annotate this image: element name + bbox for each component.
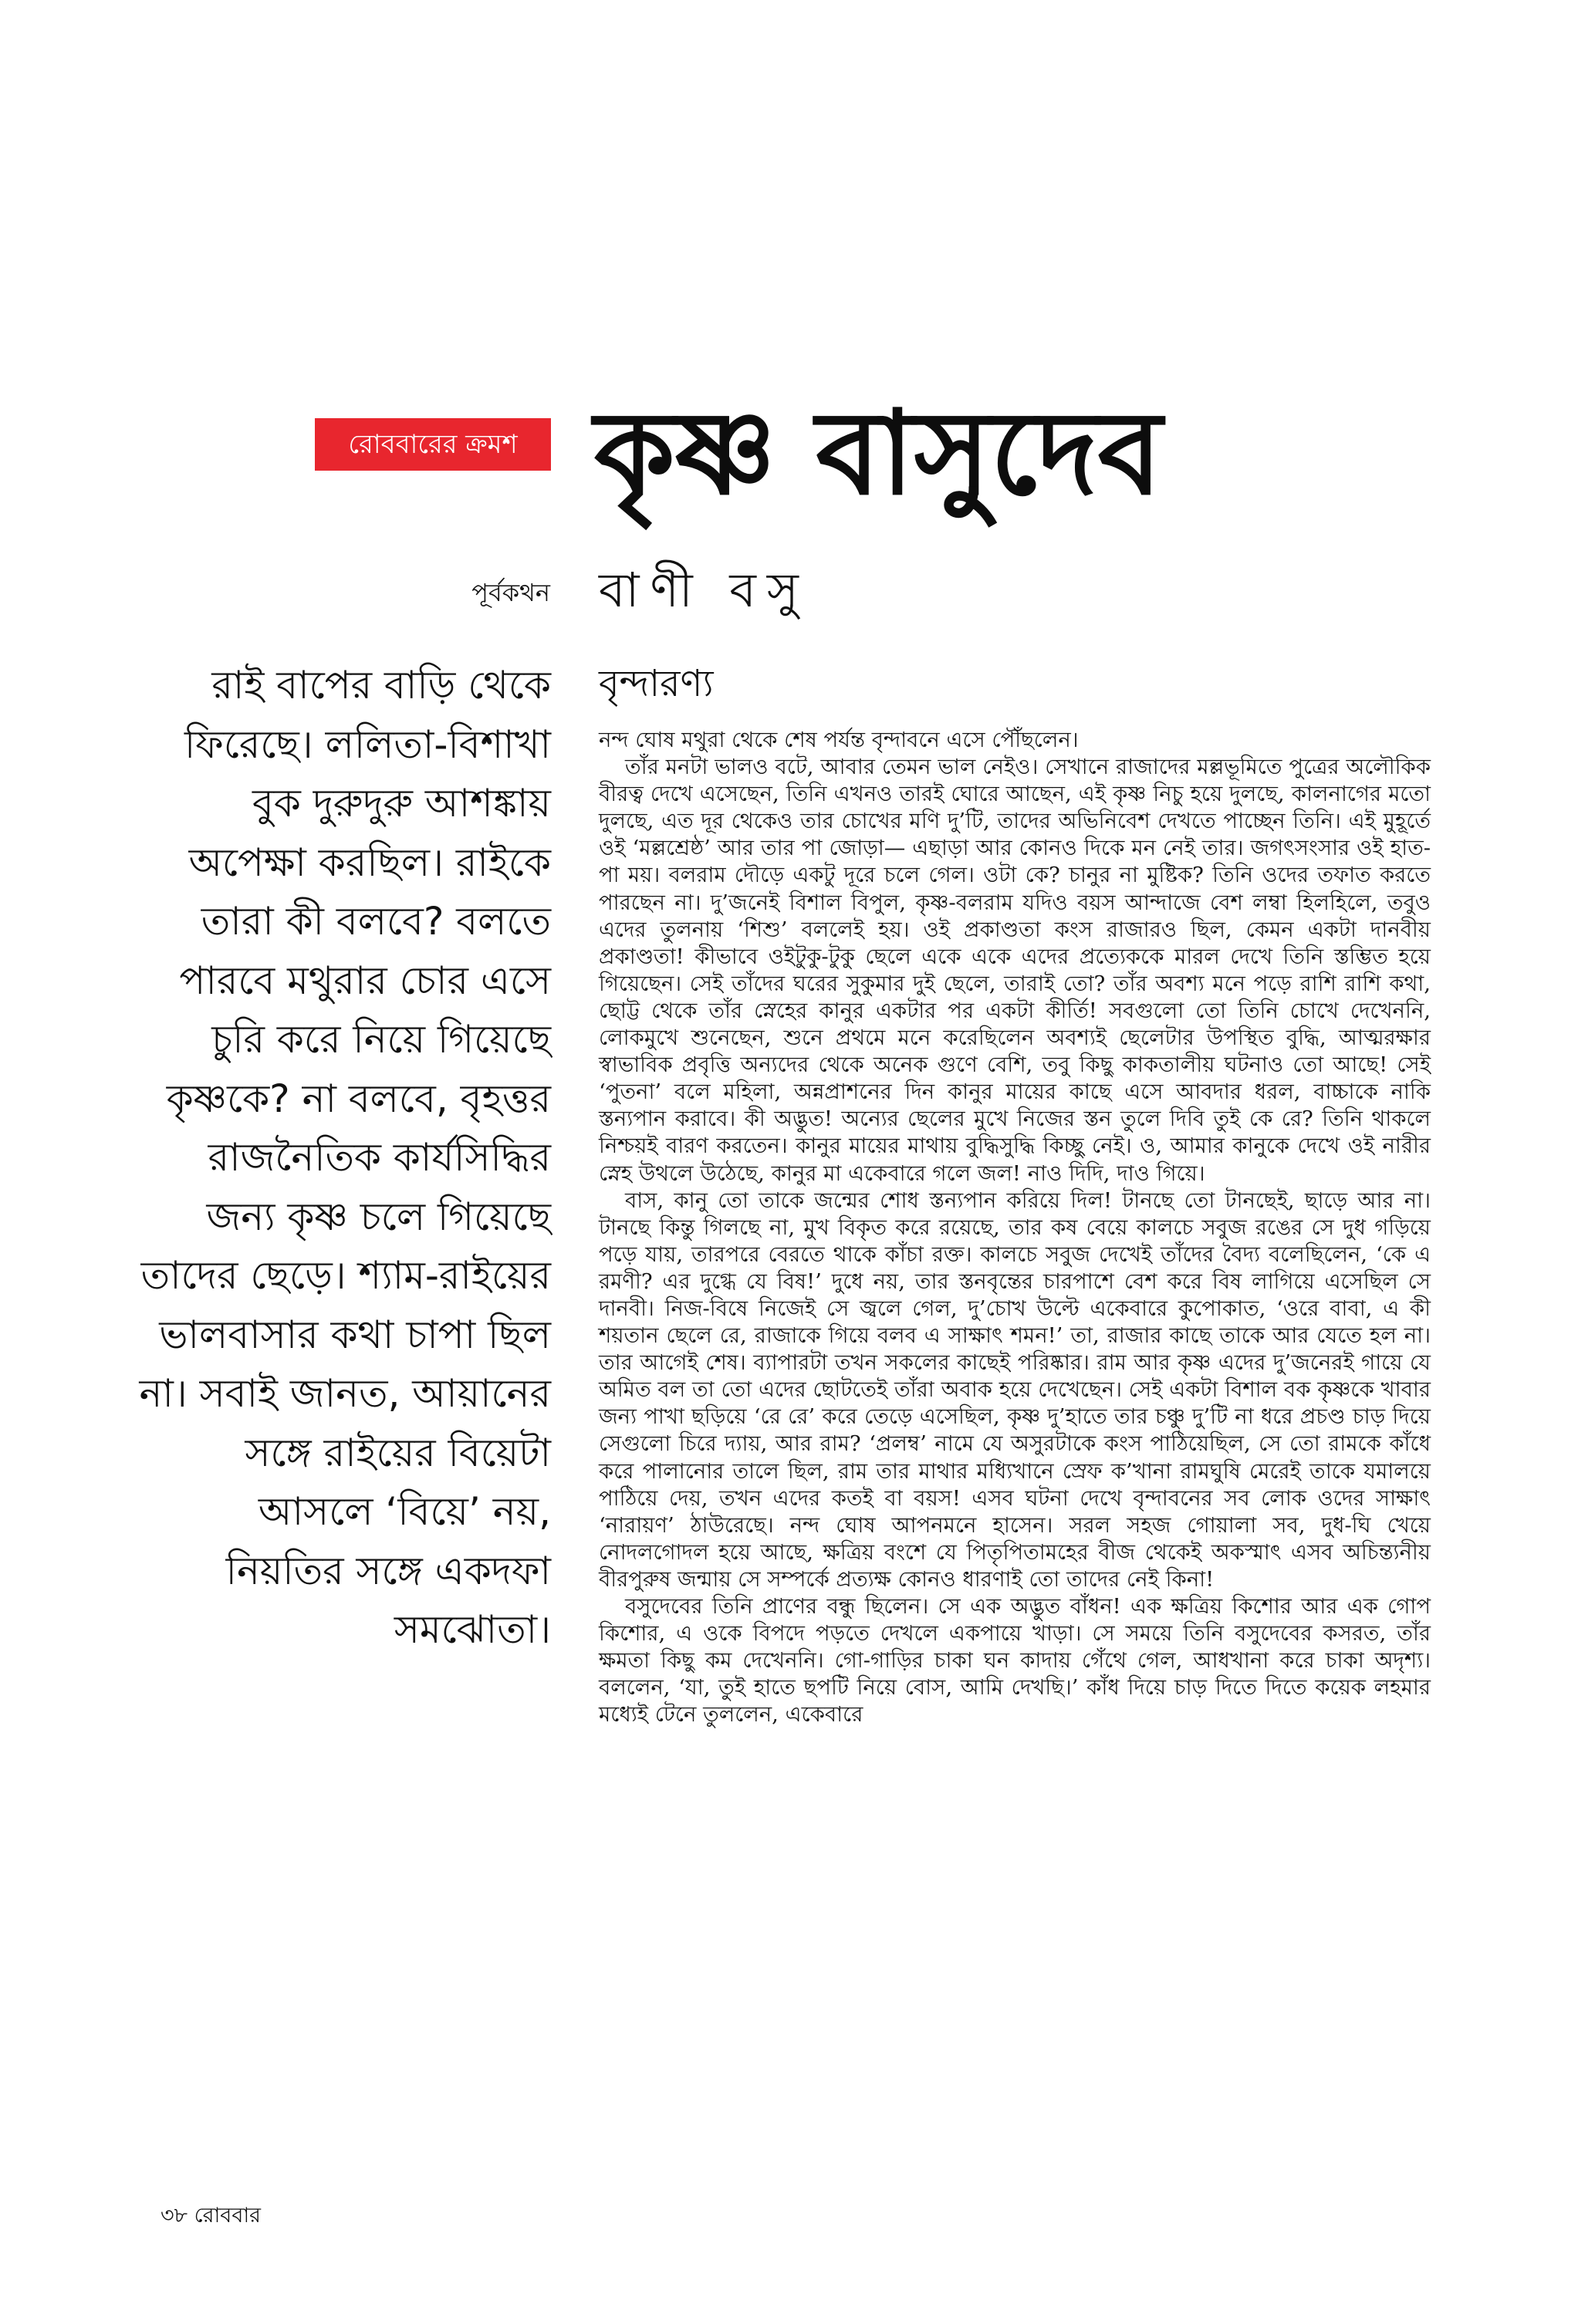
page-folio: ৩৮ রোববার <box>161 2204 262 2228</box>
body-paragraph: বাস, কানু তো তাকে জন্মের শোধ স্তন্যপান করিয়ে দিল! টানছে তো টানছেই, ছাড়ে আর না। টানছে কিন্তু গিলছে না, মুখ বিকৃত করে রয়েছে, তার কষ বেয়ে কালচে সবুজ রঙের সে দুধ গড়িয়ে পড়ে যায়, তারপরে বেরতে থাকে কাঁচা রক্ত। কালচে সবুজ দেখেই তাঁদের বৈদ্য বলেছিলেন, ‘কে এ রমণী? এর দুগ্ধে যে বিষ!’ দুধে নয়, তার স্তনবৃন্তের চারপাশে বেশ করে বিষ লাগিয়ে এসেছিল সে দানবী। নিজ-বিষে নিজেই সে জ্বলে গেল, দু’চোখ উল্টে একেবারে কুপোকাত, ‘ওরে বাবা, এ কী শয়তান ছেলে রে, রাজাকে গিয়ে বলব এ সাক্ষাৎ শমন!’ তা, রাজার কাছে তাকে আর যেতে হল না। তার আগেই শেষ। ব্যাপারটা তখন সকলের কাছেই পরিষ্কার। রাম আর কৃষ্ণ এদের দু’জনেরই গায়ে যে অমিত বল তা তো এদের ছোটতেই তাঁরা অবাক হয়ে দেখেছেন। সেই একটা বিশাল বক কৃষ্ণকে খাবার জন্য পাখা ছড়িয়ে ‘রে রে’ করে তেড়ে এসেছিল, কৃষ্ণ দু’হাতে তার চঞ্চু দু’টি না ধরে প্রচণ্ড চাড় দিয়ে সেগুলো চিরে দ্যায়, আর রাম? ‘প্রলম্ব’ নামে যে অসুরটাকে কংস পাঠিয়েছিল, সে তো রামকে কাঁধে করে পালানোর তালে ছিল, রাম তার মাথার মধ্যিখানে স্রেফ ক’খানা রামঘুষি মেরেই তাকে যমালয়ে পাঠিয়ে দেয়, তখন এদের কতই বা বয়স! এসব ঘটনা দেখে বৃন্দাবনের সব লোক ওদের সাক্ষাৎ ‘নারায়ণ’ ঠাউরেছে। নন্দ ঘোষ আপনমনে হাসেন। সরল সহজ গোয়ালা সব, দুধ-ঘি খেয়ে নোদলগোদল হয়ে আছে, ক্ষত্রিয় বংশে যে পিতৃপিতামহের বীজ থেকেই অকস্মাৎ এসব অচিন্ত্যনীয় বীরপুরুষ জন্মায় সে সম্পর্কে প্রত্যক্ষ কোনও ধারণাই তো তাদের নেই কিনা! <box>599 1187 1431 1592</box>
body-paragraph: তাঁর মনটা ভালও বটে, আবার তেমন ভাল নেইও। সেখানে রাজাদের মল্লভূমিতে পুত্রের অলৌকিক বীরত্ব দেখে এসেছেন, তিনি এখনও তারই ঘোরে আছেন, এই কৃষ্ণ নিচু হয়ে দুলছে, কালনাগের মতো দুলছে, এত দূর থেকেও তার চোখের মণি দু’টি, তাদের অভিনিবেশ দেখতে পাচ্ছেন তিনি। এই মুহূর্তে ওই ‘মল্লশ্রেষ্ঠ’ আর তার পা জোড়া— এছাড়া আর কোনও দিকে মন নেই তার। জগৎসংসার ওই হাত-পা ময়। বলরাম দৌড়ে একটু দূরে চলে গেল। ওটা কে? চানুর না মুষ্টিক? তিনি ওদের তফাত করতে পারছেন না। দু’জনেই বিশাল বিপুল, কৃষ্ণ-বলরাম যদিও বয়স আন্দাজে বেশ লম্বা হিলহিলে, তবুও এদের তুলনায় ‘শিশু’ বললেই হয়। ওই প্রকাণ্ডতা কংস রাজারও ছিল, কেমন একটা দানবীয় প্রকাণ্ডতা! কীভাবে ওইটুকু-টুকু ছেলে একে একে এদের প্রত্যেককে মারল দেখে তিনি স্তম্ভিত হয়ে গিয়েছেন। সেই তাঁদের ঘরের সুকুমার দুই ছেলে, তারাই তো? তাঁর অবশ্য মনে পড়ে রাশি রাশি কথা, ছোট্ট থেকে তাঁর স্নেহের কানুর একটার পর একটা কীর্তি! সবগুলো তো তিনি চোখে দেখেননি, লোকমুখে শুনেছেন, শুনে প্রথমে মনে করেছিলেন অবশ্যই ছেলেটার উপস্থিত বুদ্ধি, আত্মরক্ষার স্বাভাবিক প্রবৃত্তি অন্যদের থেকে অনেক গুণে বেশি, তবু কিছু কাকতালীয় ঘটনাও তো আছে! সেই ‘পুতনা’ বলে মহিলা, অন্নপ্রাশনের দিন কানুর মায়ের কাছে এসে আবদার ধরল, বাচ্চাকে নাকি স্তন্যপান করাবে। কী অদ্ভুত! অন্যের ছেলের মুখে নিজের স্তন তুলে দিবি তুই কে রে? তিনি থাকলে নিশ্চয়ই বারণ করতেন। কানুর মায়ের মাথায় বুদ্ধিসুদ্ধি কিচ্ছু নেই। ও, আমার কানুকে দেখে ওই নারীর স্নেহ উথলে উঠেছে, কানুর মা একেবারে গলে জল! নাও দিদি, দাও গিয়ে। <box>599 755 1431 1186</box>
pull-quote-text: রাই বাপের বাড়ি থেকে ফিরেছে। ললিতা-বিশাখা বুক দুরুদুরু আশঙ্কায় অপেক্ষা করছিল। রাইকে তারা কী বলবে? বলতে পারবে মথুরার চোর এসে চুরি করে নিয়ে গিয়েছে কৃষ্ণকে? না বলবে, বৃহত্তর রাজনৈতিক কার্যসিদ্ধির জন্য কৃষ্ণ চলে গিয়েছে তাদের ছেড়ে। শ্যাম-রাইয়ের ভালবাসার কথা চাপা ছিল না। সবাই জানত, আয়ানের সঙ্গে রাইয়ের বিয়েটা আসলে ‘বিয়ে’ নয়, নিয়তির সঙ্গে একদফা সমঝোতা। <box>139 663 551 1652</box>
series-tag: রোববারের ক্রমশ <box>315 418 551 471</box>
author-name: বাণী বসু <box>599 562 809 618</box>
article-title: কৃষ্ণ বাসুদেব <box>594 387 1163 521</box>
section-heading: বৃন্দারণ্য <box>599 662 714 705</box>
body-paragraph: বসুদেবের তিনি প্রাণের বন্ধু ছিলেন। সে এক অদ্ভুত বাঁধন! এক ক্ষত্রিয় কিশোর আর এক গোপ কিশোর, এ ওকে বিপদে পড়তে দেখলে একপায়ে খাড়া। সে সময়ে তিনি বসুদেবের কসরত, তাঁর ক্ষমতা কিছু কম দেখেননি। গো-গাড়ির চাকা ঘন কাদায় গেঁথে গেল, আধখানা করে চাকা অদৃশ্য। বললেন, ‘যা, তুই হাতে ছপটি নিয়ে বোস, আমি দেখছি।’ কাঁধ দিয়ে চাড় দিতে দিতে কয়েক লহমার মধ্যেই টেনে তুললেন, একেবারে <box>599 1594 1431 1728</box>
byline-label: পূর্বকথন <box>471 578 550 607</box>
body-paragraph: নন্দ ঘোষ মথুরা থেকে শেষ পর্যন্ত বৃন্দাবনে এসে পৌঁছলেন। <box>599 728 1079 752</box>
article-body <box>599 727 1431 1728</box>
pull-quote <box>139 656 551 1660</box>
